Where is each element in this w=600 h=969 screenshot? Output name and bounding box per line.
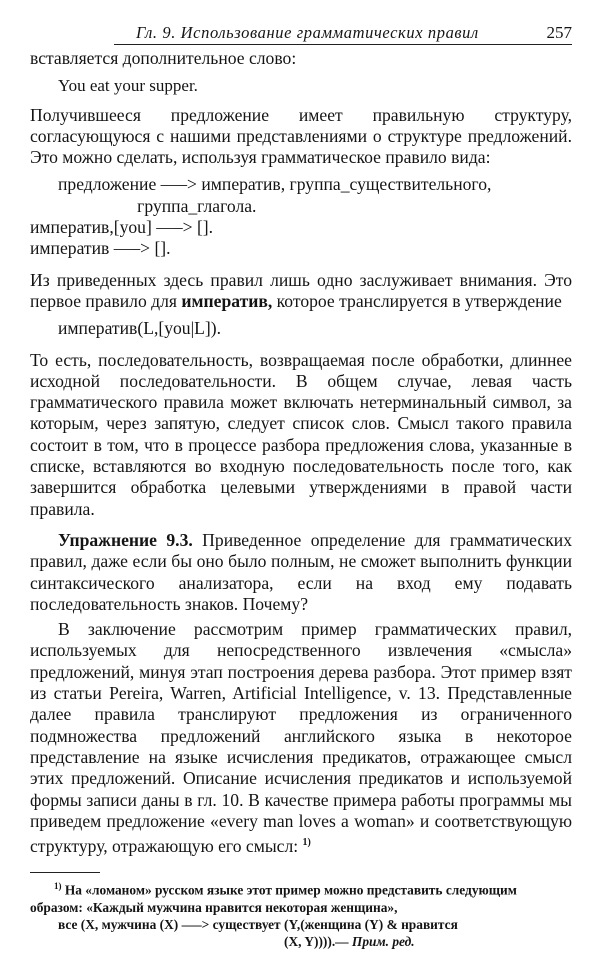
example-sentence: You eat your supper.	[58, 76, 198, 96]
paragraph-sequence: То есть, последовательность, возвращаемая после обработки, длиннее исходной последовательности. В общем случае, левая часть грамматического правила может включать нетерминальный символ, за которым, через запятую, следует список слов. Смысл такого правила состоит в том, что в процессе разбора предложения слова, указанные в списке, вставляются во входную последовательность после того, как завершится обработка целевыми утверждениями в правой части правила.	[30, 349, 572, 519]
running-header	[114, 20, 572, 45]
paragraph-conclusion	[30, 619, 572, 857]
footnote	[30, 878, 572, 950]
grammar-rule-line-4: императив —–> [].	[30, 238, 171, 259]
footnote-line-2: все (X, мужчина (X) —–> существует (Y,(женщина (Y) & нравится	[58, 916, 458, 932]
exercise-label: Упражнение 9.3.	[58, 529, 193, 550]
paragraph-conclusion-text: В заключение рассмотрим пример грамматических правил, используемых для непосредственного извлечения «смысла» предложений, минуя этап построения дерева разбора. Этот пример взят из статьи Pereira, Warren, Artificial Intelligence, v. 13. Представленные далее правила транслируют предложения из ограниченного подмножества предложений английского языка в некоторое представление на языке исчисления предикатов, отражающее смысл этих предложений. Описание исчисления предикатов и используемой формы записи даны в гл. 10. В качестве примера работы программы мы приведем предложение «every man loves a woman» и соответствующую структуру, отражающую его смысл:	[30, 619, 572, 856]
main-text	[30, 48, 572, 857]
footnote-text-1: На «ломаном» русском языке этот пример можно представить следующим образом: «Каждый мужчина нравится некоторая женщина»,	[30, 882, 517, 915]
paragraph-structure: Получившееся предложение имеет правильную структуру, согласующуюся с нашими представлениями о структуре предложений. Это можно сделать, используя грамматическое правило вида:	[30, 104, 572, 168]
chapter-title: Гл. 9. Использование грамматических правил	[136, 23, 479, 42]
grammar-rule-line-3: императив,[you] —–> [].	[30, 217, 214, 238]
paragraph-rules	[30, 270, 572, 313]
paragraph-rules-text-b: которое транслируется в утверждение	[272, 290, 562, 311]
footnote-line-1	[30, 878, 572, 916]
exercise-text: Приведенное определение для грамматических правил, даже если бы оно было полным, не сможет выполнить функции синтаксического анализатора, если на вход ему подавать последовательность знаков. Почему?	[30, 529, 573, 614]
page-number: 257	[546, 23, 572, 42]
footnote-ref: 1)	[302, 837, 311, 849]
editor-note: Прим. ред.	[351, 934, 415, 950]
paragraph-intro: вставляется дополнительное слово:	[30, 48, 297, 68]
footnote-marker: 1)	[54, 881, 62, 891]
clause-statement: императив(L,[you|L]).	[58, 318, 221, 339]
footnote-line-3	[30, 933, 572, 950]
exercise-9-3	[30, 530, 572, 615]
footnote-divider	[30, 872, 100, 873]
grammar-rule-line-1: предложение —–> императив, группа_существительного,	[58, 174, 492, 195]
grammar-rule-line-2: группа_глагола.	[58, 195, 257, 216]
paragraph-rules-bold: императив,	[181, 290, 273, 311]
paragraph-rules-text-a: Из приведенных здесь правил лишь одно заслуживает внимания. Это первое правило для	[30, 269, 572, 311]
footnote-text-3: (X, Y)))).—	[284, 934, 352, 950]
